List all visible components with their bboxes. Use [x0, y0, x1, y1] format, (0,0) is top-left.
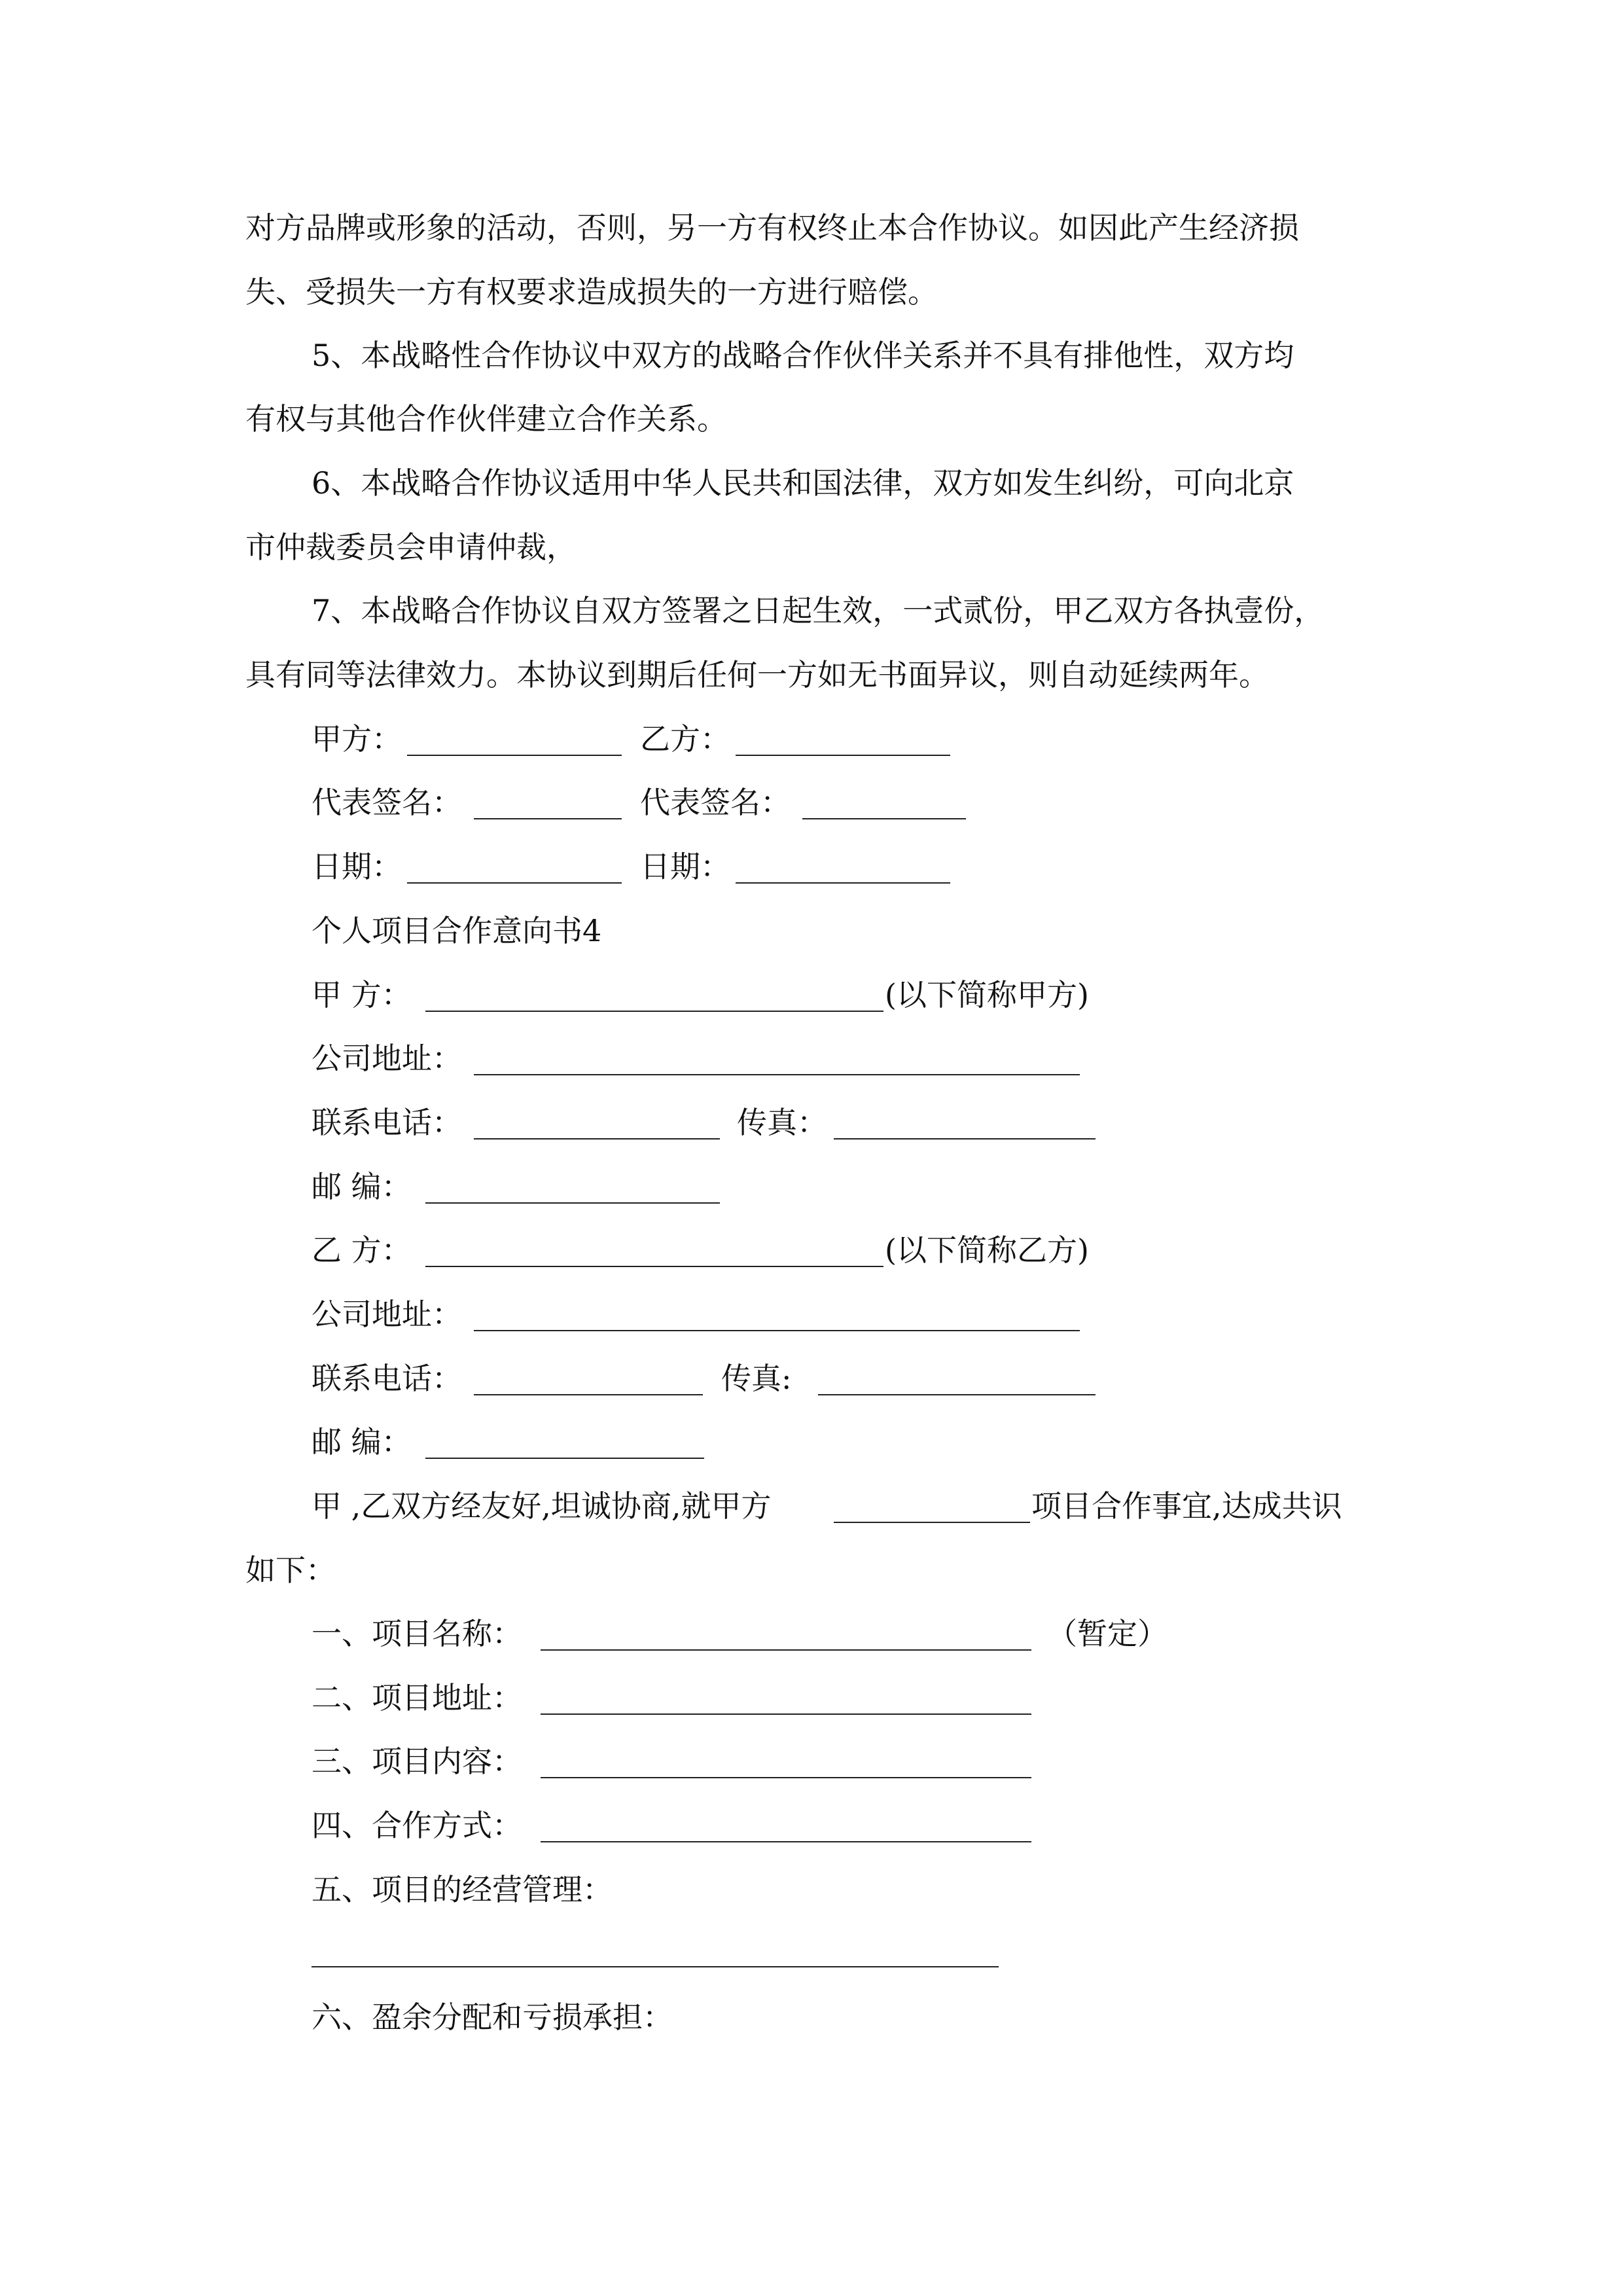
- party-b-suffix: (以下简称乙方): [885, 1232, 1089, 1268]
- section-title: 个人项目合作意向书4: [312, 913, 602, 948]
- party-a-postcode-field[interactable]: [425, 1202, 720, 1204]
- item-3-label: 三、项目内容：: [312, 1744, 522, 1779]
- sign-party-b-field[interactable]: [736, 755, 950, 756]
- date-b-field[interactable]: [736, 882, 950, 884]
- item-1-note: （暂定）: [1047, 1616, 1168, 1651]
- item-4-label: 四、合作方式：: [312, 1808, 522, 1843]
- party-a-label: 甲 方：: [312, 977, 412, 1013]
- item-4-field[interactable]: [541, 1841, 1031, 1842]
- item-5-field[interactable]: [312, 1966, 999, 1967]
- rep-sign-a-label: 代表签名：: [312, 785, 462, 820]
- sign-party-a-field[interactable]: [407, 755, 622, 756]
- party-b-phone-field[interactable]: [474, 1394, 703, 1395]
- clause-6-line-1: 6、本战略合作协议适用中华人民共和国法律，双方如发生纠纷，可向北京: [312, 465, 1294, 501]
- party-a-fax-field[interactable]: [834, 1138, 1096, 1139]
- party-a-address-label: 公司地址：: [312, 1041, 462, 1076]
- rep-sign-b-label: 代表签名：: [640, 785, 791, 820]
- party-a-fax-label: 传真：: [737, 1105, 827, 1140]
- party-a-phone-label: 联系电话：: [312, 1105, 462, 1140]
- clause-5-line-1: 5、本战略性合作协议中双方的战略合作伙伴关系并不具有排他性，双方均: [312, 338, 1294, 373]
- party-b-label: 乙 方：: [312, 1232, 412, 1268]
- item-1-label: 一、项目名称：: [312, 1616, 522, 1651]
- party-b-name-field[interactable]: [425, 1266, 883, 1267]
- date-b-label: 日期：: [640, 849, 730, 884]
- clause-7-line-1: 7、本战略合作协议自双方签署之日起生效，一式贰份，甲乙双方各执壹份，: [312, 593, 1325, 628]
- rep-sign-b-field[interactable]: [802, 818, 966, 819]
- party-b-phone-label: 联系电话：: [312, 1361, 462, 1396]
- clause-7-line-2: 具有同等法律效力。本协议到期后任何一方如无书面异议，则自动延续两年。: [245, 657, 1269, 692]
- item-6-label: 六、盈余分配和亏损承担：: [312, 2000, 673, 2035]
- party-a-phone-field[interactable]: [474, 1138, 720, 1139]
- item-3-field[interactable]: [541, 1777, 1031, 1778]
- party-a-suffix: (以下简称甲方): [885, 977, 1089, 1013]
- agreement-intro-part-a: 甲 ,乙双方经友好,坦诚协商,就甲方: [312, 1488, 772, 1524]
- party-a-postcode-label: 邮 编：: [312, 1169, 412, 1204]
- party-b-postcode-label: 邮 编：: [312, 1424, 412, 1460]
- clause-5-line-2: 有权与其他合作伙伴建立合作关系。: [245, 401, 727, 437]
- sign-party-a-label: 甲方：: [312, 721, 402, 757]
- item-2-field[interactable]: [541, 1713, 1031, 1715]
- clause-6-line-2: 市仲裁委员会申请仲裁，: [245, 529, 577, 565]
- item-5-label: 五、项目的经营管理：: [312, 1872, 613, 1907]
- sign-party-b-label: 乙方：: [640, 721, 730, 757]
- party-a-address-field[interactable]: [474, 1074, 1080, 1075]
- item-2-label: 二、项目地址：: [312, 1680, 522, 1715]
- item-1-field[interactable]: [541, 1649, 1031, 1651]
- paragraph-continued-line-2: 失、受损失一方有权要求造成损失的一方进行赔偿。: [245, 274, 938, 310]
- party-b-postcode-field[interactable]: [425, 1458, 704, 1459]
- party-b-address-field[interactable]: [474, 1330, 1080, 1331]
- paragraph-continued-line-1: 对方品牌或形象的活动，否则，另一方有权终止本合作协议。如因此产生经济损: [245, 210, 1299, 245]
- party-a-name-field[interactable]: [425, 1011, 883, 1012]
- date-a-field[interactable]: [407, 882, 622, 884]
- date-a-label: 日期：: [312, 849, 402, 884]
- party-b-fax-label: 传真:: [721, 1361, 792, 1396]
- rep-sign-a-field[interactable]: [474, 818, 622, 819]
- party-b-address-label: 公司地址：: [312, 1297, 462, 1332]
- party-b-fax-field[interactable]: [818, 1394, 1096, 1395]
- agreement-intro-part-b: 项目合作事宜,达成共识: [1031, 1488, 1342, 1524]
- agreement-intro-line-2: 如下：: [245, 1552, 336, 1588]
- agreement-project-field[interactable]: [834, 1522, 1030, 1523]
